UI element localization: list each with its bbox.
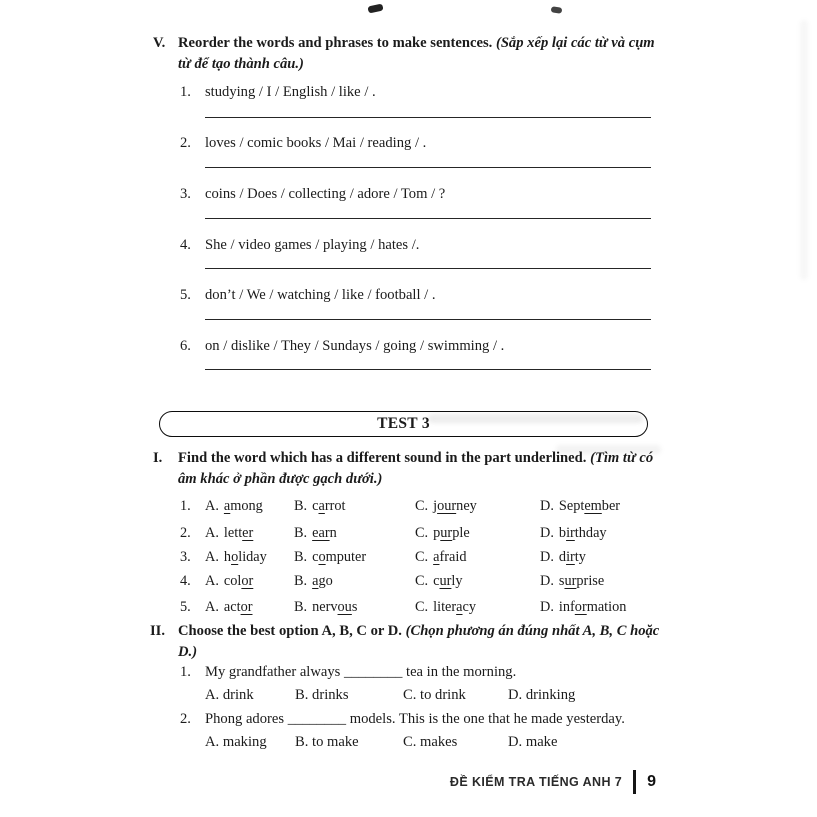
option-d [540, 599, 626, 616]
answer-line [205, 218, 651, 219]
word-part: col [223, 573, 242, 589]
option-letter: A. [205, 525, 219, 541]
option-d [540, 498, 620, 515]
options-row [0, 687, 817, 707]
word-underlined-part: ir [566, 549, 575, 565]
word-part: thday [574, 525, 607, 541]
word-part: ber [601, 498, 621, 514]
word-underlined-part: a [318, 498, 325, 514]
word-underlined-part: a [223, 498, 231, 514]
word-part: s [351, 599, 358, 615]
word-part: inf [558, 599, 575, 615]
option-b [294, 573, 333, 590]
word-underlined-part: a [312, 573, 319, 589]
word-part: p [433, 525, 441, 541]
row-number: 1. [180, 498, 191, 514]
reorder-item [180, 338, 504, 355]
option-letter: D. [540, 573, 554, 589]
question [180, 664, 516, 681]
section-i-heading [153, 448, 667, 490]
option-letter: A. [205, 573, 219, 589]
row-number: 3. [180, 549, 191, 565]
option-a [205, 525, 253, 542]
word-part: ple [452, 525, 470, 541]
option-d: D. drinking [508, 687, 576, 703]
word-part: c [312, 549, 319, 565]
word-part: s [558, 573, 565, 589]
word-part: b [558, 525, 567, 541]
section-i-instruction-en: Find the word which has a different sound in the part underlined. [178, 450, 587, 466]
word-underlined-part: ear [312, 525, 330, 541]
item-number: 5. [180, 287, 191, 303]
option-c [415, 498, 477, 515]
option-c: C. to drink [403, 687, 466, 703]
section-ii-instruction-en: Choose the best option A, B, C or D. [178, 623, 402, 639]
option-letter: A. [205, 498, 219, 514]
word-part: c [433, 573, 440, 589]
word-part: n [329, 525, 337, 541]
option-letter: D. [540, 525, 554, 541]
question-text: Phong adores ________ models. This is the one that he made yesterday. [205, 711, 625, 727]
section-ii-heading [150, 621, 667, 663]
option-a [205, 573, 253, 590]
word-underlined-part: or [240, 599, 253, 615]
option-d [540, 573, 604, 590]
option-a [205, 599, 253, 616]
word-part: c [312, 498, 319, 514]
option-b: B. to make [295, 734, 359, 750]
word-part: act [223, 599, 241, 615]
sound-row [0, 599, 817, 619]
option-c [415, 525, 470, 542]
option-c [415, 599, 476, 616]
answer-line [205, 117, 651, 118]
word-part: mong [230, 498, 263, 514]
option-letter: D. [540, 599, 554, 615]
question-number: 1. [180, 664, 191, 680]
word-underlined-part: ur [440, 525, 453, 541]
scan-artifact [551, 6, 563, 13]
sound-row [0, 498, 817, 518]
option-letter: C. [415, 525, 429, 541]
reorder-item [180, 237, 419, 254]
option-letter: A. [205, 599, 219, 615]
reorder-item [180, 186, 445, 203]
item-number: 4. [180, 237, 191, 253]
word-part: cy [462, 599, 477, 615]
option-d: D. make [508, 734, 558, 750]
item-text: studying / I / English / like / . [205, 84, 376, 100]
item-text: coins / Does / collecting / adore / Tom / ? [205, 186, 446, 202]
option-b [294, 498, 346, 515]
question-text: My grandfather always ________ tea in the morning. [205, 664, 517, 680]
word-underlined-part: a [456, 599, 463, 615]
row-number: 4. [180, 573, 191, 589]
option-d [540, 525, 607, 542]
word-part: h [223, 549, 232, 565]
word-part: ly [451, 573, 463, 589]
word-part: lett [223, 525, 243, 541]
test-header: TEST 3 [159, 411, 648, 437]
section-i-instruction [178, 448, 667, 490]
reorder-item [180, 84, 376, 101]
option-letter: D. [540, 549, 554, 565]
option-letter: B. [294, 573, 308, 589]
section-v-instruction [178, 33, 667, 75]
sound-row [0, 549, 817, 569]
word-underlined-part: our [437, 498, 457, 514]
section-ii-label: II. [150, 623, 166, 639]
option-letter: B. [294, 599, 308, 615]
row-number: 2. [180, 525, 191, 541]
row-number: 5. [180, 599, 191, 615]
word-underlined-part: o [318, 549, 326, 565]
option-letter: C. [415, 573, 429, 589]
word-underlined-part: a [433, 549, 440, 565]
reorder-item [180, 287, 436, 304]
option-a [205, 549, 267, 566]
word-part: Sept [558, 498, 585, 514]
page-number: 9 [647, 773, 656, 790]
word-part: mation [586, 599, 627, 615]
option-letter: D. [540, 498, 554, 514]
option-a: A. drink [205, 687, 254, 703]
word-underlined-part: ou [337, 599, 352, 615]
answer-line [205, 268, 651, 269]
word-underlined-part: o [231, 549, 239, 565]
item-number: 2. [180, 135, 191, 151]
sound-row [0, 573, 817, 593]
item-number: 1. [180, 84, 191, 100]
word-underlined-part: em [584, 498, 602, 514]
option-c [415, 549, 466, 566]
option-letter: C. [415, 549, 429, 565]
option-letter: C. [415, 498, 429, 514]
item-number: 6. [180, 338, 191, 354]
word-part: j [433, 498, 438, 514]
option-c [415, 573, 463, 590]
item-text: She / video games / playing / hates /. [205, 237, 420, 253]
section-v-instruction-en: Reorder the words and phrases to make sentences. [178, 35, 493, 51]
word-underlined-part: ir [566, 525, 575, 541]
section-v-heading [153, 33, 667, 75]
options-row [0, 734, 817, 754]
option-letter: C. [415, 599, 429, 615]
option-letter: B. [294, 525, 308, 541]
scan-artifact [367, 4, 383, 14]
item-text: don’t / We / watching / like / football / . [205, 287, 436, 303]
word-part: rrot [324, 498, 346, 514]
reorder-item [180, 135, 426, 152]
word-underlined-part: or [574, 599, 587, 615]
item-text: loves / comic books / Mai / reading / . [205, 135, 427, 151]
option-b [294, 599, 357, 616]
word-underlined-part: ur [439, 573, 452, 589]
option-a [205, 498, 263, 515]
section-v-instruction-vi: (Sắp xếp lại các từ và cụm từ để tạo thành câu.) [178, 35, 655, 72]
word-part: nerv [312, 599, 338, 615]
footer-book-title: ĐỀ KIỂM TRA TIẾNG ANH 7 [449, 775, 623, 789]
option-a: A. making [205, 734, 267, 750]
section-i-instruction-vi: (Tìm từ có âm khác ở phần được gạch dưới.) [178, 450, 654, 487]
question [180, 711, 625, 728]
footer-divider [633, 770, 636, 794]
section-v-label: V. [153, 35, 166, 51]
sound-row [0, 525, 817, 545]
page-footer [0, 770, 656, 794]
section-ii-instruction [178, 621, 667, 663]
scan-streak [800, 20, 808, 280]
item-text: on / dislike / They / Sundays / going / swimming / . [205, 338, 505, 354]
word-underlined-part: er [242, 525, 254, 541]
option-letter: A. [205, 549, 219, 565]
word-part: prise [576, 573, 605, 589]
word-underlined-part: ur [564, 573, 577, 589]
option-c: C. makes [403, 734, 458, 750]
word-part: ty [574, 549, 586, 565]
section-i-label: I. [153, 450, 163, 466]
word-part: liday [238, 549, 267, 565]
word-part: ney [456, 498, 477, 514]
option-b [294, 525, 337, 542]
word-part: fraid [439, 549, 467, 565]
word-part: liter [433, 599, 457, 615]
word-part: go [318, 573, 333, 589]
section-ii-instruction-vi: (Chọn phương án đúng nhất A, B, C hoặc D.) [178, 623, 660, 660]
word-underlined-part: or [241, 573, 254, 589]
word-part: d [558, 549, 567, 565]
option-b [294, 549, 366, 566]
answer-line [205, 369, 651, 370]
answer-line [205, 319, 651, 320]
item-number: 3. [180, 186, 191, 202]
option-letter: B. [294, 549, 308, 565]
word-part: mputer [325, 549, 367, 565]
option-letter: B. [294, 498, 308, 514]
option-b: B. drinks [295, 687, 349, 703]
answer-line [205, 167, 651, 168]
question-number: 2. [180, 711, 191, 727]
option-d [540, 549, 586, 566]
